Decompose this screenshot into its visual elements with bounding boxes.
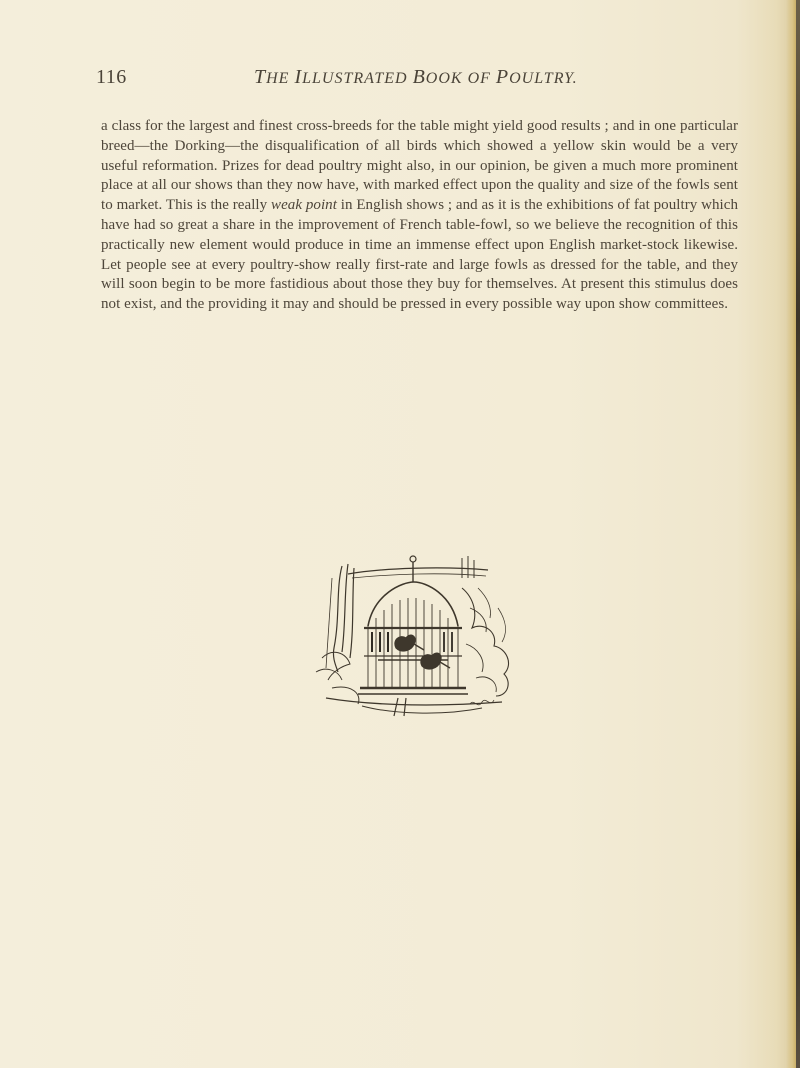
emphasis-text: weak point: [271, 197, 337, 214]
title-part: OOK OF: [425, 70, 496, 87]
title-part: I: [294, 66, 303, 88]
title-part: OULTRY.: [509, 70, 578, 87]
title-part: P: [495, 66, 510, 88]
running-head: [96, 66, 736, 92]
body-paragraph: [101, 117, 738, 315]
running-head-title: [254, 66, 578, 89]
paragraph-text: a class for the largest and finest cross-breeds for the table might yield good results ; and in one particular breed—the Dorking—the disqualification of all birds which showed a yellow skin would be a very useful reformation. Prizes for dead poultry might also, in our opinion, be given a much more prominent place at all our shows than they now have, with marked effect upon the quality and size of the fowls sent to market. This is the really: [101, 118, 738, 214]
birdcage-vignette-icon: [302, 548, 528, 718]
title-part: T: [254, 66, 267, 88]
title-part: HE: [266, 70, 295, 87]
title-part: LLUSTRATED: [302, 70, 413, 87]
paragraph-text: in English shows ; and as it is the exhibitions of fat poultry which have had so great a share in the improvement of French table-fowl, so we believe the recognition of this practically new element would produce in time an immense effect upon English market-stock likewise. Let people see at every poultry-show really first-rate and large fowls as dressed for the table, and they will soon begin to be more fastidious about those they buy for themselves. At present this stimulus does not exist, and the providing it may and should be pressed in every possible way upon show committees.: [101, 197, 739, 313]
title-part: B: [412, 66, 426, 88]
page-edge-shadow: [796, 0, 800, 1068]
page-number: 116: [96, 66, 127, 88]
